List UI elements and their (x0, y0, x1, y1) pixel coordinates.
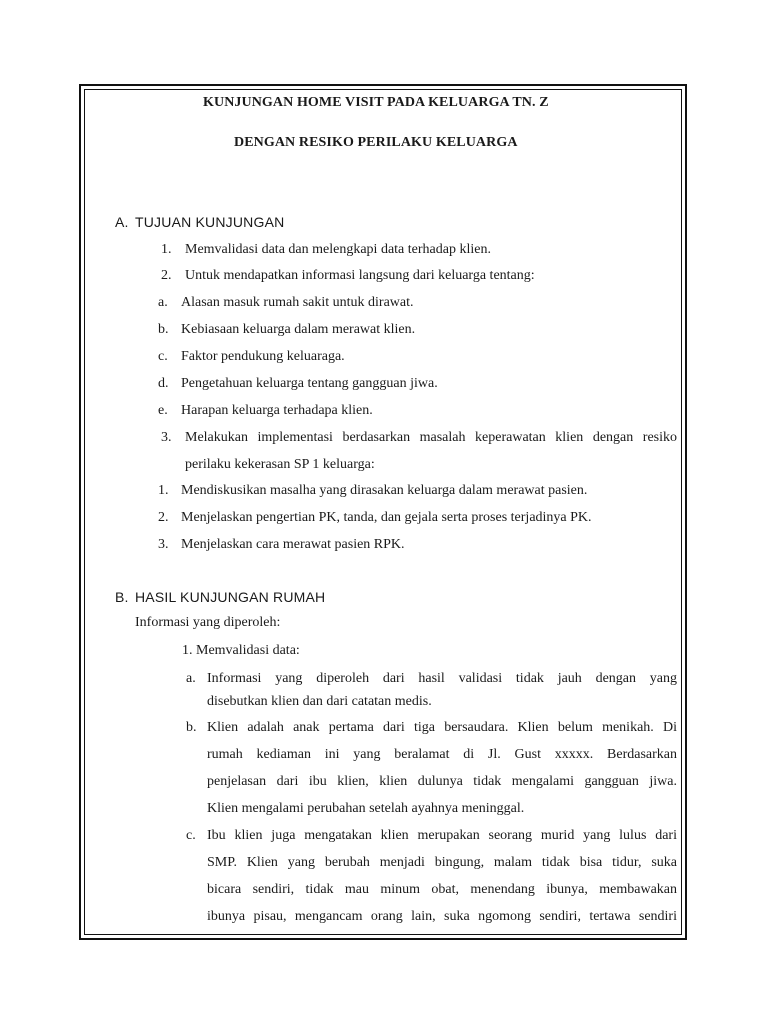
sp-item-marker: 1. (158, 483, 169, 498)
sub-item-text: Faktor pendukung keluaraga. (181, 349, 345, 364)
document-title-line2: DENGAN RESIKO PERILAKU KELUARGA (234, 135, 518, 150)
finding-text: bicara sendiri, tidak mau minum obat, menendang ibunya, membawakan (207, 882, 677, 897)
sub-item-text: Pengetahuan keluarga tentang gangguan jiwa. (181, 376, 438, 391)
list-item-number: 2. (161, 268, 172, 283)
list-item-text: Memvalidasi data dan melengkapi data terhadap klien. (185, 242, 491, 257)
section-a-heading: TUJUAN KUNJUNGAN (135, 214, 285, 230)
sp-item-text: Mendiskusikan masalha yang dirasakan keluarga dalam merawat pasien. (181, 483, 588, 498)
section-b-subheading: 1. Memvalidasi data: (182, 643, 300, 658)
sub-item-text: Harapan keluarga terhadapa klien. (181, 403, 373, 418)
section-b-intro: Informasi yang diperoleh: (135, 615, 281, 630)
sub-item-marker: c. (158, 349, 168, 364)
sub-item-marker: e. (158, 403, 168, 418)
sp-item-text: Menjelaskan pengertian PK, tanda, dan gejala serta proses terjadinya PK. (181, 510, 592, 525)
list-item-number: 3. (161, 430, 172, 445)
sub-item-marker: d. (158, 376, 169, 391)
finding-text: rumah kediaman ini yang beralamat di Jl. Gust xxxxx. Berdasarkan (207, 747, 677, 762)
sp-item-marker: 2. (158, 510, 169, 525)
finding-text: Klien mengalami perubahan setelah ayahnya meninggal. (207, 801, 525, 816)
list-item-text: Melakukan implementasi berdasarkan masalah keperawatan klien dengan resiko (185, 430, 677, 445)
finding-marker: b. (186, 720, 197, 735)
sub-item-text: Kebiasaan keluarga dalam merawat klien. (181, 322, 416, 337)
sub-item-marker: a. (158, 295, 168, 310)
finding-marker: c. (186, 828, 196, 843)
finding-text: penjelasan dari ibu klien, klien dulunya tidak mengalami gangguan jiwa. (207, 774, 677, 789)
section-b-heading: HASIL KUNJUNGAN RUMAH (135, 589, 326, 605)
finding-marker: a. (186, 671, 196, 686)
sp-item-marker: 3. (158, 537, 169, 552)
finding-text: ibunya pisau, mengancam orang lain, suka ngomong sendiri, tertawa sendiri (207, 909, 677, 924)
sub-item-text: Alasan masuk rumah sakit untuk dirawat. (181, 295, 414, 310)
sp-item-text: Menjelaskan cara merawat pasien RPK. (181, 537, 405, 552)
section-b-marker: B. (115, 589, 129, 605)
finding-text: Informasi yang diperoleh dari hasil validasi tidak jauh dengan yang (207, 671, 677, 686)
finding-text: SMP. Klien yang berubah menjadi bingung, malam tidak bisa tidur, suka (207, 855, 677, 870)
finding-text: Klien adalah anak pertama dari tiga bersaudara. Klien belum menikah. Di (207, 720, 677, 735)
list-item-number: 1. (161, 242, 172, 257)
finding-text: disebutkan klien dan dari catatan medis. (207, 694, 432, 709)
document-title-line1: KUNJUNGAN HOME VISIT PADA KELUARGA TN. Z (203, 95, 549, 110)
section-a-marker: A. (115, 214, 129, 230)
list-item-text: Untuk mendapatkan informasi langsung dari keluarga tentang: (185, 268, 535, 283)
list-item-text-continued: perilaku kekerasan SP 1 keluarga: (185, 457, 375, 472)
sub-item-marker: b. (158, 322, 169, 337)
finding-text: Ibu klien juga mengatakan klien merupakan seorang murid yang lulus dari (207, 828, 677, 843)
